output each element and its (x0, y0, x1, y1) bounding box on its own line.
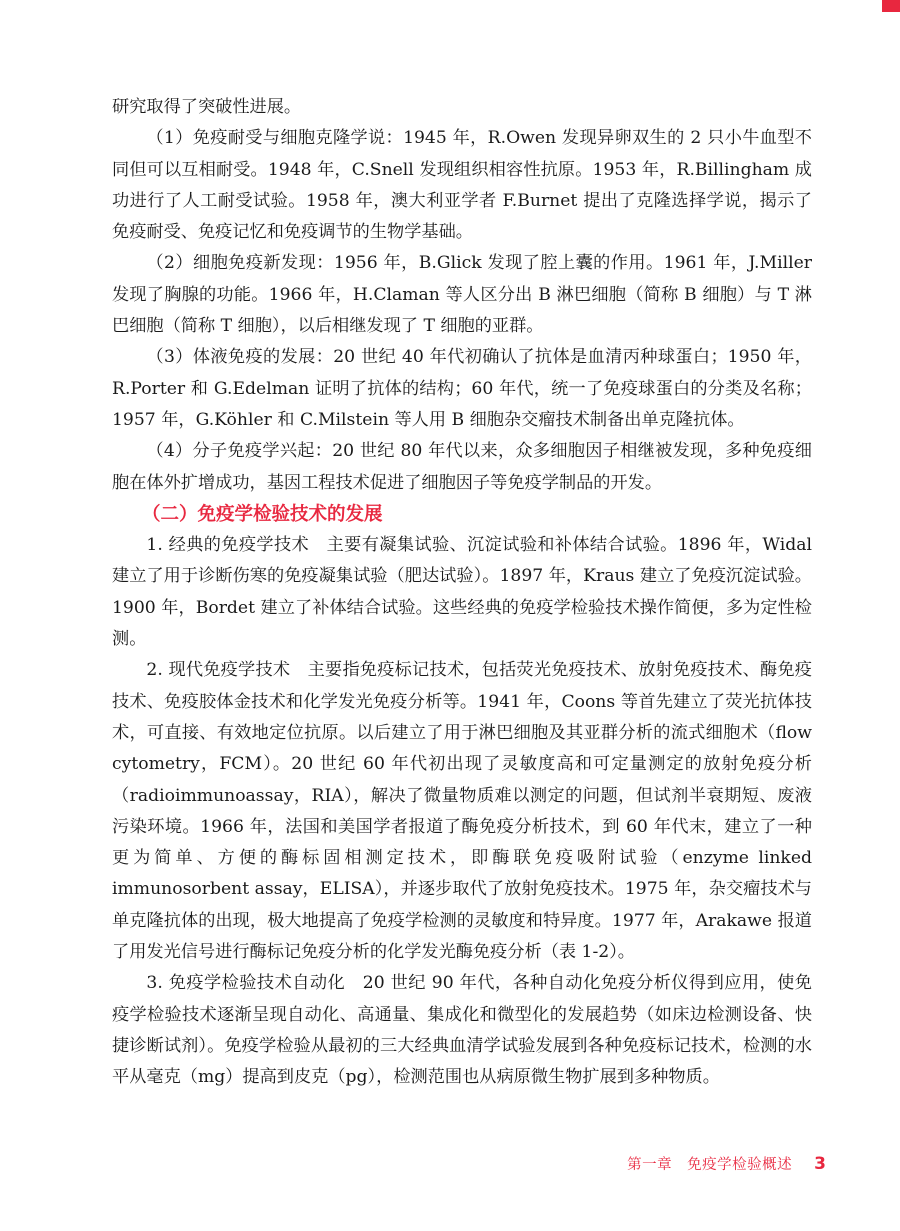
section-heading: （二）免疫学检验技术的发展 (142, 503, 383, 525)
page-body (112, 92, 812, 1094)
subsection-text: 主要有凝集试验、沉淀试验和补体结合试验。1896 年，Widal 建立了用于诊断伤寒的免疫凝集试验（肥达试验）。1897 年，Kraus 建立了免疫沉淀试验。1900 年，Bordet 建立了补体结合试验。这些经典的免疫学检验技术操作简便，多为定性检测。 (112, 535, 812, 650)
paragraph-immune-tolerance: （1）免疫耐受与细胞克隆学说：1945 年，R.Owen 发现异卵双生的 2 只小牛血型不同但可以互相耐受。1948 年，C.Snell 发现组织相容性抗原。1953 年，R.Billingham 成功进行了人工耐受试验。1958 年，澳大利亚学者 F.Burnet 提出了克隆选择学说，揭示了免疫耐受、免疫记忆和免疫调节的生物学基础。 (112, 128, 812, 243)
paragraph-cellular-immunity: （2）细胞免疫新发现：1956 年，B.Glick 发现了腔上囊的作用。1961 年，J.Miller 发现了胸腺的功能。1966 年，H.Claman 等人区分出 B 淋巴细胞（简称 B 细胞）与 T 淋巴细胞（简称 T 细胞），以后相继发现了 T 细胞的亚群。 (112, 253, 812, 337)
subsection-text: 主要指免疫标记技术，包括荧光免疫技术、放射免疫技术、酶免疫技术、免疫胶体金技术和化学发光免疫分析等。1941 年，Coons 等首先建立了荧光抗体技术，可直接、有效地定位抗原。以后建立了用于淋巴细胞及其亚群分析的流式细胞术（flow cytometry，FCM）。20 世纪 60 年代初出现了灵敏度高和可定量测定的放射免疫分析（radioimmunoassay，RIA），解决了微量物质难以测定的问题，但试剂半衰期短、废液污染环境。1966 年，法国和美国学者报道了酶免疫分析技术，到 60 年代末，建立了一种更为简单、方便的酶标固相测定技术，即酶联免疫吸附试验（enzyme linked immunosorbent assay，ELISA），并逐步取代了放射免疫技术。1975 年，杂交瘤技术与单克隆抗体的出现，极大地提高了免疫学检测的灵敏度和特异度。1977 年，Arakawe 报道了用发光信号进行酶标记免疫分析的化学发光酶免疫分析（表 1-2）。 (112, 660, 812, 963)
subsection-heading: 1. 经典的免疫学技术 (146, 535, 310, 556)
subsection-classic-techniques (112, 530, 812, 655)
page-footer (627, 1153, 826, 1174)
subsection-modern-techniques (112, 655, 812, 968)
subsection-text: 20 世纪 90 年代，各种自动化免疫分析仪得到应用，使免疫学检验技术逐渐呈现自动化、高通量、集成化和微型化的发展趋势（如床边检测设备、快捷诊断试剂）。免疫学检验从最初的三大经典血清学试验发展到各种免疫标记技术，检测的水平从毫克（mg）提高到皮克（pg），检测范围也从病原微生物扩展到多种物质。 (112, 973, 812, 1088)
footer-chapter-title: 第一章 免疫学检验概述 (627, 1157, 793, 1173)
paragraph-molecular-immunology: （4）分子免疫学兴起：20 世纪 80 年代以来，众多细胞因子相继被发现，多种免疫细胞在体外扩增成功，基因工程技术促进了细胞因子等免疫学制品的开发。 (112, 441, 812, 493)
subsection-heading: 2. 现代免疫学技术 (146, 660, 291, 681)
subsection-heading: 3. 免疫学检验技术自动化 (146, 973, 346, 994)
subsection-automation (112, 968, 812, 1093)
paragraph-continuation: 研究取得了突破性进展。 (112, 97, 302, 117)
page-number: 3 (814, 1154, 826, 1174)
paragraph-humoral-immunity: （3）体液免疫的发展：20 世纪 40 年代初确认了抗体是血清丙种球蛋白；1950 年，R.Porter 和 G.Edelman 证明了抗体的结构；60 年代，统一了免疫球蛋白的分类及名称；1957 年，G.Köhler 和 C.Milstein 等人用 B 细胞杂交瘤技术制备出单克隆抗体。 (112, 347, 812, 430)
corner-marker (882, 0, 900, 12)
